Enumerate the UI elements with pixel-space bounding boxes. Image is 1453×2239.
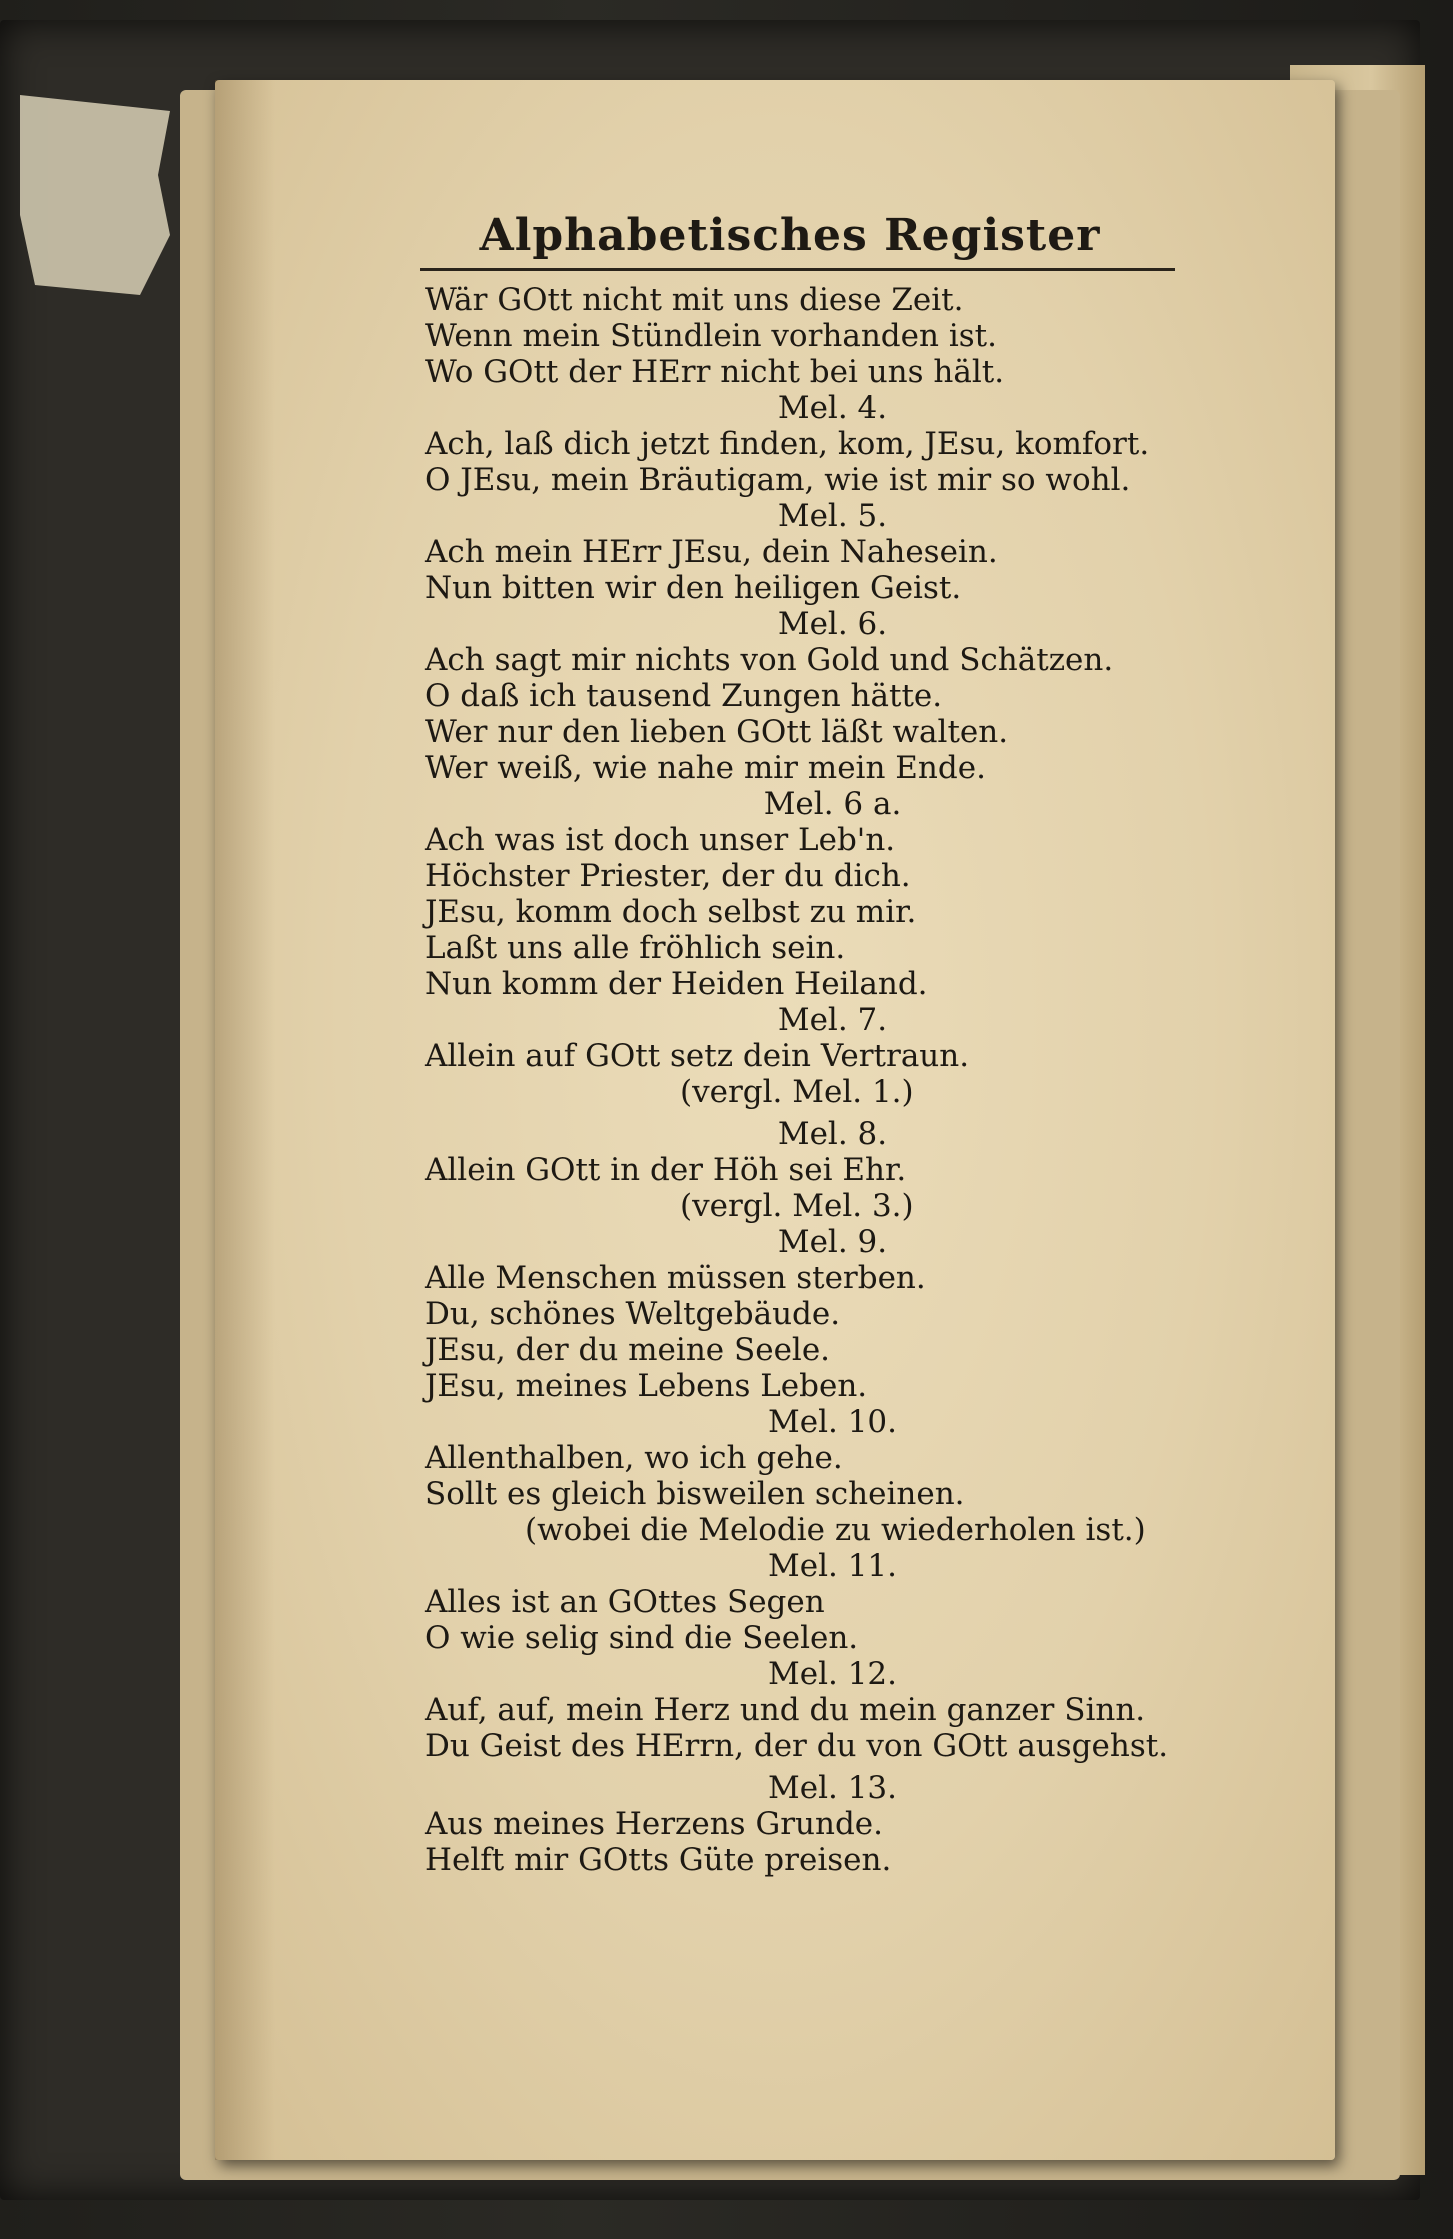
hymn-entry: Allenthalben, wo ich gehe. <box>425 1440 843 1476</box>
hymn-entry: Höchster Priester, der du dich. <box>425 858 911 894</box>
melody-heading: Mel. 7. <box>777 1002 888 1038</box>
hymn-entry: Wer weiß, wie nahe mir mein Ende. <box>425 750 986 786</box>
hymn-entry: Ach was ist doch unser Leb'n. <box>425 822 896 858</box>
melody-note: (vergl. Mel. 1.) <box>680 1074 914 1110</box>
hymn-entry: Nun bitten wir den heiligen Geist. <box>425 570 962 606</box>
melody-heading: Mel. 8. <box>777 1116 888 1152</box>
melody-heading: Mel. 4. <box>777 390 888 426</box>
hymn-entry: Aus meines Herzens Grunde. <box>425 1806 884 1842</box>
hymn-entry: Ach sagt mir nichts von Gold und Schätzen. <box>425 642 1114 678</box>
hymn-entry: JEsu, komm doch selbst zu mir. <box>425 894 917 930</box>
register-entries <box>425 282 1185 1878</box>
hymn-entry: Alles ist an GOttes Segen <box>425 1584 825 1620</box>
spine-label-remnant <box>20 95 170 295</box>
melody-note: (vergl. Mel. 3.) <box>680 1188 914 1224</box>
hymn-entry: Allein auf GOtt setz dein Vertraun. <box>425 1038 970 1074</box>
melody-note: (wobei die Melodie zu wiederholen ist.) <box>525 1512 1146 1548</box>
hymn-entry: JEsu, meines Lebens Leben. <box>425 1368 868 1404</box>
hymn-entry: Ach mein HErr JEsu, dein Nahesein. <box>425 534 998 570</box>
page-title: Alphabetisches Register <box>479 210 1101 261</box>
hymn-entry: O JEsu, mein Bräutigam, wie ist mir so wohl. <box>425 462 1131 498</box>
melody-heading: Mel. 9. <box>777 1224 888 1260</box>
hymn-entry: Auf, auf, mein Herz und du mein ganzer Sinn. <box>425 1692 1146 1728</box>
hymn-entry: Wär GOtt nicht mit uns diese Zeit. <box>425 282 964 318</box>
hymn-entry: Du, schönes Weltgebäude. <box>425 1296 841 1332</box>
melody-heading: Mel. 12. <box>767 1656 897 1692</box>
title-rule <box>420 268 1175 271</box>
hymn-entry: Du Geist des HErrn, der du von GOtt ausgehst. <box>425 1728 1169 1764</box>
hymn-entry: Wenn mein Stündlein vorhanden ist. <box>425 318 997 354</box>
melody-heading: Mel. 6. <box>777 606 888 642</box>
melody-heading: Mel. 13. <box>767 1770 897 1806</box>
hymn-entry: Nun komm der Heiden Heiland. <box>425 966 928 1002</box>
hymn-entry: Sollt es gleich bisweilen scheinen. <box>425 1476 965 1512</box>
melody-heading: Mel. 11. <box>767 1548 897 1584</box>
hymn-entry: O wie selig sind die Seelen. <box>425 1620 859 1656</box>
hymn-entry: Allein GOtt in der Höh sei Ehr. <box>425 1152 907 1188</box>
hymn-entry: Alle Menschen müssen sterben. <box>425 1260 926 1296</box>
hymn-entry: Wer nur den lieben GOtt läßt walten. <box>425 714 1009 750</box>
hymn-entry: Wo GOtt der HErr nicht bei uns hält. <box>425 354 1005 390</box>
melody-heading: Mel. 10. <box>767 1404 897 1440</box>
melody-heading: Mel. 5. <box>777 498 888 534</box>
gutter-shadow <box>215 80 275 2160</box>
hymn-entry: O daß ich tausend Zungen hätte. <box>425 678 943 714</box>
hymn-entry: Laßt uns alle fröhlich sein. <box>425 930 846 966</box>
melody-heading: Mel. 6 a. <box>763 786 902 822</box>
hymn-entry: Helft mir GOtts Güte preisen. <box>425 1842 892 1878</box>
hymn-entry: JEsu, der du meine Seele. <box>425 1332 831 1368</box>
hymn-entry: Ach, laß dich jetzt finden, kom, JEsu, komfort. <box>425 426 1150 462</box>
